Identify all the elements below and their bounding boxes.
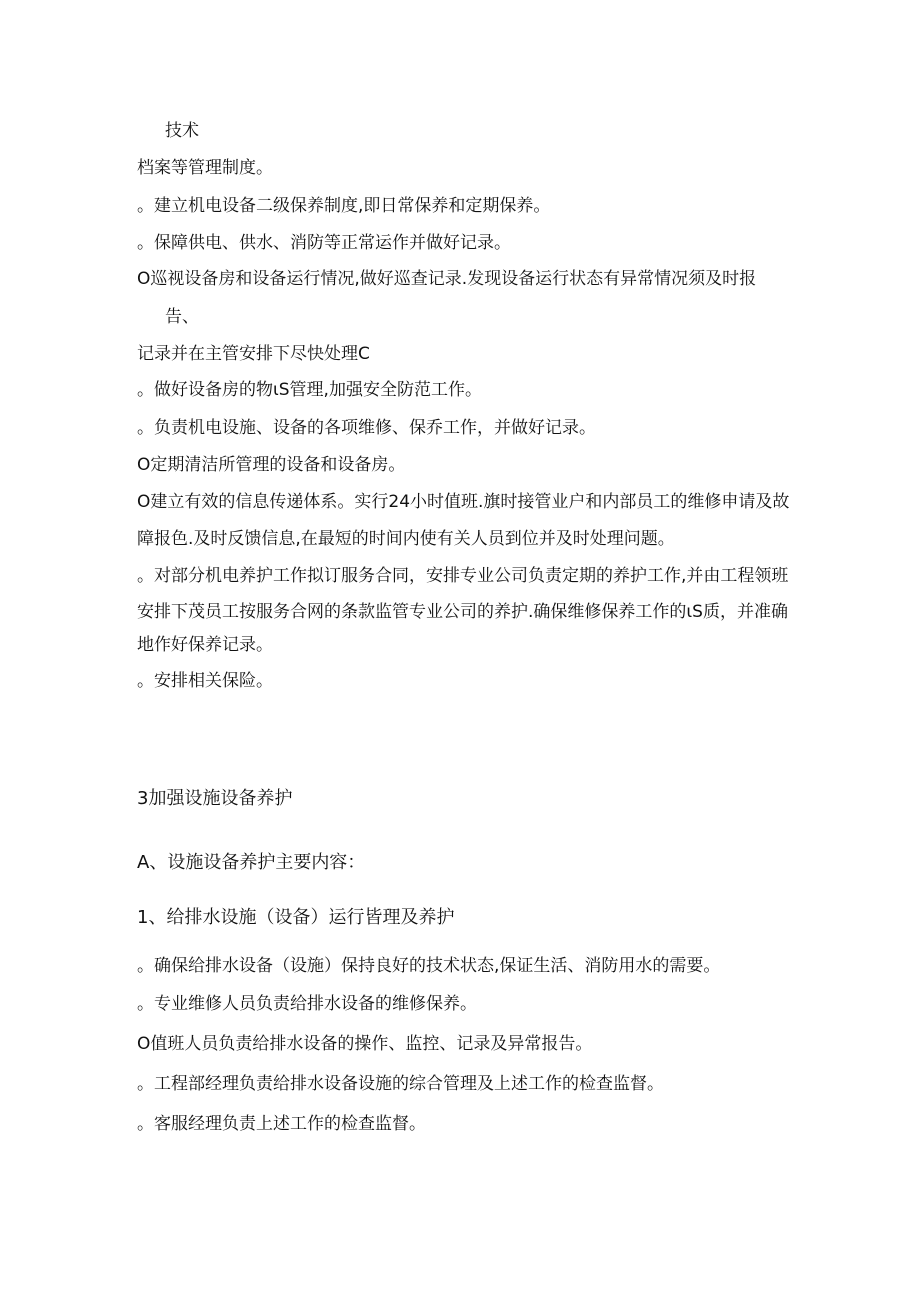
text-line: 。负责机电设施、设备的各项维修、保乔工作，并做好记录。 [137, 418, 596, 438]
item-heading: 1、给排水设施（设备）运行皆理及养护 [137, 907, 455, 928]
section-heading: 3加强设施设备养护 [137, 788, 293, 809]
text-line: 记录并在主管安排下尽快处理C [137, 344, 370, 364]
text-line: 。确保给排水设备（设施）保持良好的技术状态,保证生活、消防用水的需要。 [137, 956, 721, 976]
text-line: 。客服经理负责上述工作的检查监督。 [137, 1114, 426, 1134]
text-line: 。保障供电、供水、消防等正常运作并做好记录。 [137, 233, 511, 253]
text-line: 地作好保养记录。 [137, 635, 273, 655]
text-line: O值班人员负责给排水设备的操作、监控、记录及异常报告。 [137, 1034, 593, 1054]
text-line: 安排下茂员工按服务合网的条款监管专业公司的养护.确保维修保养工作的ιS质，并准确 [137, 602, 788, 622]
text-line: O巡视设备房和设备运行情况,做好巡查记录.发现设备运行状态有异常情况须及时报 [137, 269, 757, 289]
text-line: 告、 [165, 307, 199, 327]
text-line: 障报色.及时反馈信息,在最短的时间内使有关人员到位并及时处理问题。 [137, 529, 675, 549]
text-line: O建立有效的信息传递体系。实行24小时值班.旗时接管业户和内部员工的维修申请及故 [137, 492, 790, 512]
text-line: 。做好设备房的物ιS管理,加强安全防范工作。 [137, 380, 482, 400]
text-line: 。安排相关保险。 [137, 671, 273, 691]
text-line: 。对部分机电养护工作拟订服务合同，安排专业公司负责定期的养护工作,并由工程领班 [137, 566, 789, 586]
text-line: 。建立机电设备二级保养制度,即日常保养和定期保养。 [137, 196, 551, 216]
subsection-heading: A、设施设备养护主要内容： [137, 852, 366, 873]
text-line: 技术 [165, 121, 199, 141]
text-line: O定期清洁所管理的设备和设备房。 [137, 455, 406, 475]
text-line: 。工程部经理负责给排水设备设施的综合管理及上述工作的检查监督。 [137, 1074, 664, 1094]
text-line: 。专业维修人员负责给排水设备的维修保养。 [137, 994, 477, 1014]
text-line: 档案等管理制度。 [137, 158, 273, 178]
